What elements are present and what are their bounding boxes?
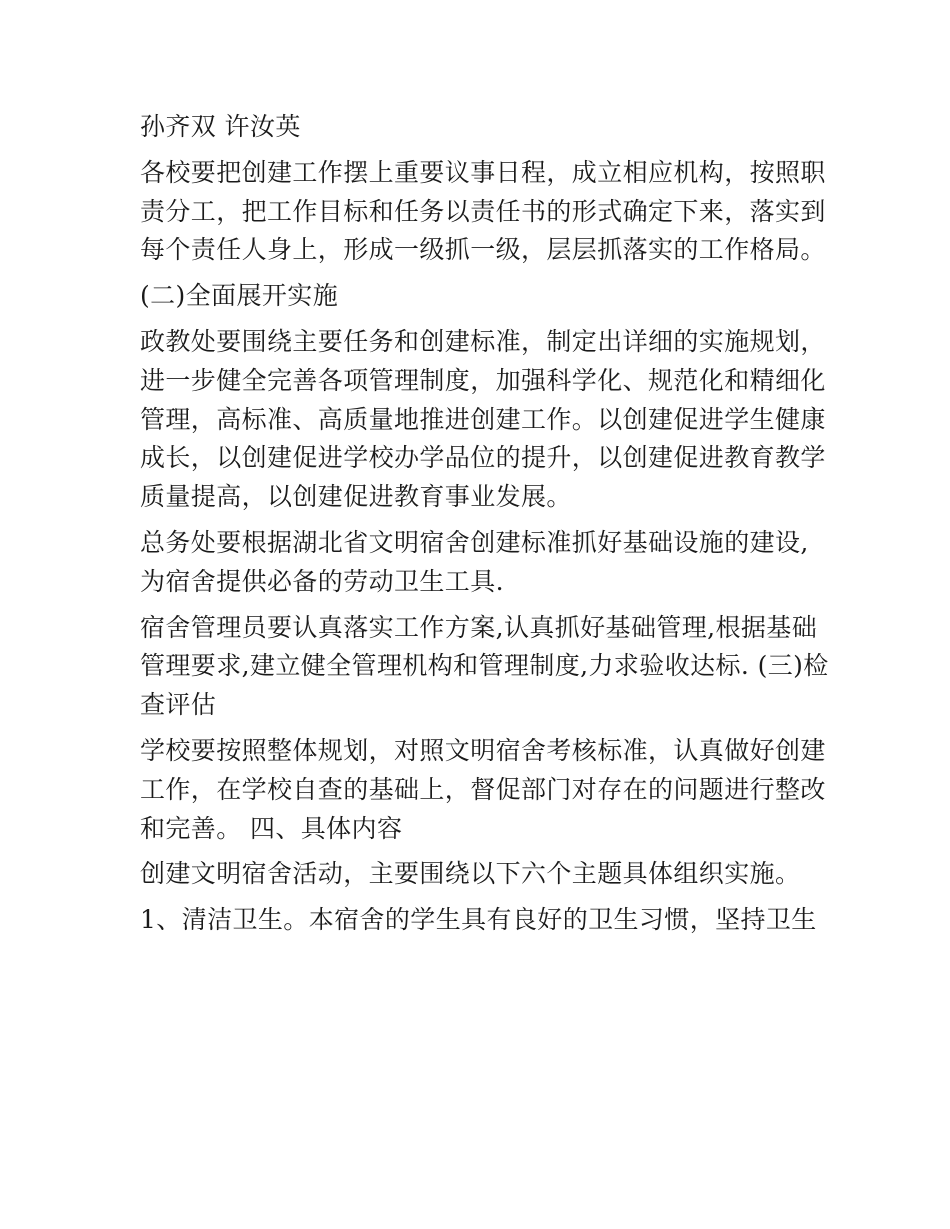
text-line: 每个责任人身上，形成一级抓一级，层层抓落实的工作格局。 bbox=[140, 235, 826, 265]
text-line: 学校要按照整体规划，对照文明宿舍考核标准，认真做好创建 bbox=[140, 735, 826, 765]
text-line: 责分工，把工作目标和任务以责任书的形式确定下来，落实到 bbox=[140, 196, 826, 226]
text-line: 各校要把创建工作摆上重要议事日程，成立相应机构，按照职 bbox=[140, 157, 826, 187]
text-line: 进一步健全完善各项管理制度，加强科学化、规范化和精细化 bbox=[140, 365, 826, 395]
text-line: 总务处要根据湖北省文明宿舍创建标准抓好基础设施的建设, bbox=[140, 527, 809, 557]
paragraph bbox=[140, 732, 826, 848]
text-line: (二)全面展开实施 bbox=[140, 281, 339, 311]
text-line: 创建文明宿舍活动，主要围绕以下六个主题具体组织实施。 bbox=[140, 859, 801, 889]
text-line: 工作，在学校自查的基础上，督促部门对存在的问题进行整改 bbox=[140, 774, 826, 804]
text-line: 查评估 bbox=[140, 690, 217, 720]
paragraph bbox=[140, 323, 826, 517]
paragraph bbox=[140, 901, 820, 940]
paragraph bbox=[140, 108, 820, 147]
text-line: 1、清洁卫生。本宿舍的学生具有良好的卫生习惯，坚持卫生 bbox=[140, 905, 817, 935]
paragraph bbox=[140, 609, 829, 725]
paragraph bbox=[140, 154, 826, 270]
text-line: 宿舍管理员要认真落实工作方案,认真抓好基础管理,根据基础 bbox=[140, 612, 818, 642]
text-line: 为宿舍提供必备的劳动卫生工具. bbox=[140, 566, 504, 596]
text-line: 和完善。 四、具体内容 bbox=[140, 813, 403, 843]
paragraph bbox=[140, 524, 820, 602]
text-line: 成长，以创建促进学校办学品位的提升，以创建促进教育教学 bbox=[140, 443, 826, 473]
text-line: 管理，高标准、高质量地推进创建工作。以创建促进学生健康 bbox=[140, 404, 826, 434]
text-line: 管理要求,建立健全管理机构和管理制度,力求验收达标. (三)检 bbox=[140, 651, 829, 681]
text-line: 孙齐双 许汝英 bbox=[140, 112, 301, 141]
text-line: 政教处要围绕主要任务和创建标准，制定出详细的实施规划， bbox=[140, 326, 826, 356]
paragraph bbox=[140, 277, 820, 316]
document-body bbox=[140, 108, 829, 947]
paragraph bbox=[140, 855, 820, 894]
text-line: 质量提高，以创建促进教育事业发展。 bbox=[140, 482, 572, 512]
